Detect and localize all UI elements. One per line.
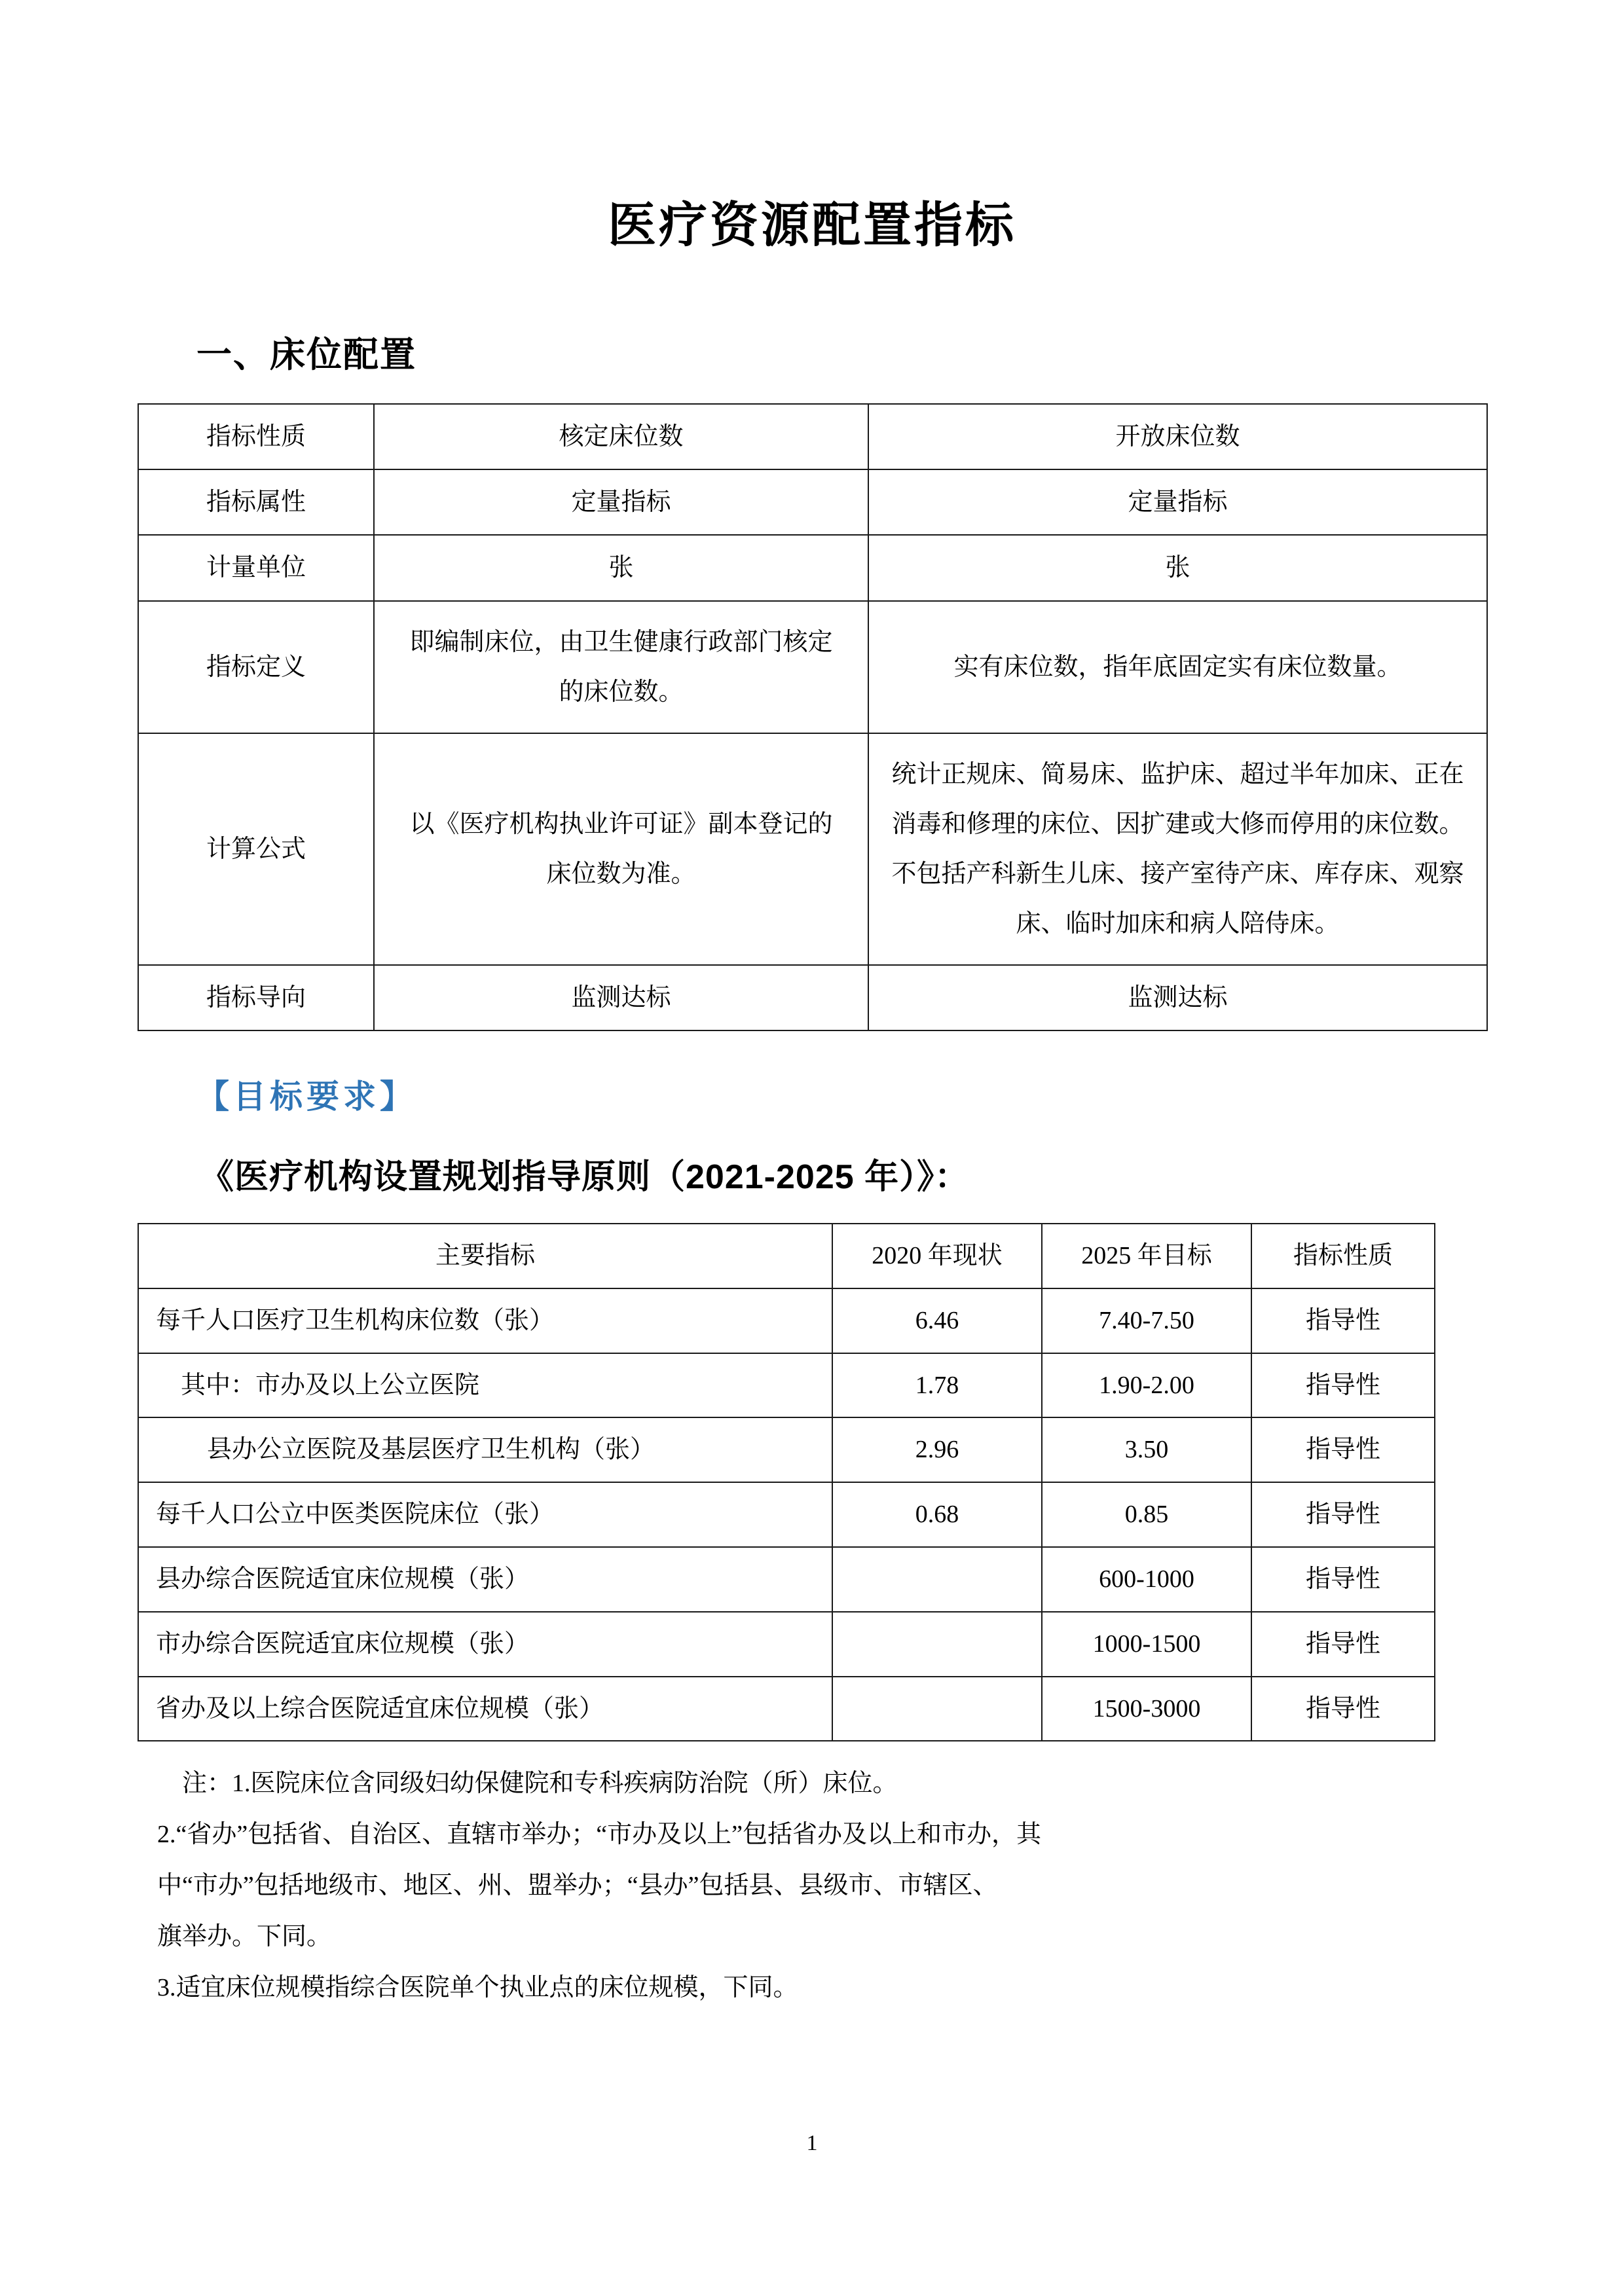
row-label-formula: 计算公式 xyxy=(138,733,374,965)
cell-target-2025: 600-1000 xyxy=(1042,1547,1251,1612)
row-label-unit: 计量单位 xyxy=(138,535,374,600)
cell-indicator: 每千人口公立中医类医院床位（张） xyxy=(138,1482,832,1547)
cell-approved-definition: 即编制床位，由卫生健康行政部门核定的床位数。 xyxy=(374,601,868,733)
note-line: 2.“省办”包括省、自治区、直辖市举办；“市办及以上”包括省办及以上和市办，其 xyxy=(157,1821,1041,1849)
note-line: 注：1.医院床位含同级妇幼保健院和专科疾病防治院（所）床位。 xyxy=(157,1770,898,1798)
cell-target-2025: 1500-3000 xyxy=(1042,1677,1251,1741)
note-line: 中“市办”包括地级市、地区、州、盟举办；“县办”包括县、县级市、市辖区、 xyxy=(157,1872,998,1900)
cell-nature: 指导性 xyxy=(1251,1482,1435,1547)
cell-open-definition: 实有床位数，指年底固定实有床位数量。 xyxy=(868,601,1487,733)
cell-nature: 指导性 xyxy=(1251,1612,1435,1677)
section-heading-bed-config: 一、床位配置 xyxy=(196,335,416,374)
goal-requirement-heading: 【目标要求】 xyxy=(196,1078,416,1115)
cell-current-2020: 0.68 xyxy=(832,1482,1042,1547)
table-row xyxy=(138,1417,1435,1482)
cell-approved-beds-header: 核定床位数 xyxy=(374,404,868,469)
cell-target-2025: 1.90-2.00 xyxy=(1042,1353,1251,1418)
table-row xyxy=(138,733,1487,965)
cell-open-orientation: 监测达标 xyxy=(868,965,1487,1030)
table-notes xyxy=(0,1741,1244,2013)
note-line: 旗举办。下同。 xyxy=(157,1923,332,1951)
table-row xyxy=(138,1547,1435,1612)
cell-target-2025: 1000-1500 xyxy=(1042,1612,1251,1677)
bed-config-table xyxy=(138,403,1488,1031)
cell-open-attribute: 定量指标 xyxy=(868,469,1487,535)
cell-indicator: 市办综合医院适宜床位规模（张） xyxy=(138,1612,832,1677)
cell-target-2025: 7.40-7.50 xyxy=(1042,1288,1251,1353)
cell-approved-unit: 张 xyxy=(374,535,868,600)
page-title: 医疗资源配置指标 xyxy=(608,198,1016,252)
row-label-orientation: 指标导向 xyxy=(138,965,374,1030)
table-row xyxy=(138,1353,1435,1418)
table-row xyxy=(138,601,1487,733)
row-label-indicator-attribute: 指标属性 xyxy=(138,469,374,535)
table-row xyxy=(138,535,1487,600)
table-row xyxy=(138,469,1487,535)
table-row xyxy=(138,1612,1435,1677)
cell-indicator: 每千人口医疗卫生机构床位数（张） xyxy=(138,1288,832,1353)
table-row xyxy=(138,1288,1435,1353)
cell-open-unit: 张 xyxy=(868,535,1487,600)
row-label-indicator-nature: 指标性质 xyxy=(138,404,374,469)
cell-indicator: 省办及以上综合医院适宜床位规模（张） xyxy=(138,1677,832,1741)
table-row xyxy=(138,1482,1435,1547)
table-row xyxy=(138,1677,1435,1741)
column-header-current-2020: 2020 年现状 xyxy=(832,1224,1042,1288)
cell-current-2020: 2.96 xyxy=(832,1417,1042,1482)
plan-document-title: 《医疗机构设置规划指导原则（2021-2025 年）》： xyxy=(200,1157,970,1196)
cell-indicator: 其中：市办及以上公立医院 xyxy=(138,1353,832,1418)
column-header-indicator-nature: 指标性质 xyxy=(1251,1224,1435,1288)
cell-current-2020 xyxy=(832,1612,1042,1677)
cell-indicator: 县办综合医院适宜床位规模（张） xyxy=(138,1547,832,1612)
bed-config-table-wrapper xyxy=(0,403,1624,1031)
cell-open-beds-header: 开放床位数 xyxy=(868,404,1487,469)
cell-approved-attribute: 定量指标 xyxy=(374,469,868,535)
cell-open-formula: 统计正规床、简易床、监护床、超过半年加床、正在消毒和修理的床位、因扩建或大修而停用的床位数。不包括产科新生儿床、接产室待产床、库存床、观察床、临时加床和病人陪侍床。 xyxy=(868,733,1487,965)
page-number: 1 xyxy=(806,2131,818,2155)
cell-target-2025: 3.50 xyxy=(1042,1417,1251,1482)
targets-table xyxy=(138,1223,1435,1741)
cell-current-2020: 6.46 xyxy=(832,1288,1042,1353)
column-header-main-indicator: 主要指标 xyxy=(138,1224,832,1288)
targets-table-wrapper xyxy=(0,1223,1624,1741)
table-row xyxy=(138,404,1487,469)
cell-target-2025: 0.85 xyxy=(1042,1482,1251,1547)
cell-nature: 指导性 xyxy=(1251,1417,1435,1482)
cell-current-2020 xyxy=(832,1677,1042,1741)
cell-current-2020 xyxy=(832,1547,1042,1612)
table-row xyxy=(138,965,1487,1030)
cell-indicator: 县办公立医院及基层医疗卫生机构（张） xyxy=(138,1417,832,1482)
note-line: 3.适宜床位规模指综合医院单个执业点的床位规模，下同。 xyxy=(157,1973,798,2001)
cell-nature: 指导性 xyxy=(1251,1677,1435,1741)
cell-nature: 指导性 xyxy=(1251,1353,1435,1418)
cell-nature: 指导性 xyxy=(1251,1288,1435,1353)
column-header-target-2025: 2025 年目标 xyxy=(1042,1224,1251,1288)
table-header-row xyxy=(138,1224,1435,1288)
row-label-definition: 指标定义 xyxy=(138,601,374,733)
cell-approved-formula: 以《医疗机构执业许可证》副本登记的床位数为准。 xyxy=(374,733,868,965)
cell-current-2020: 1.78 xyxy=(832,1353,1042,1418)
cell-nature: 指导性 xyxy=(1251,1547,1435,1612)
cell-approved-orientation: 监测达标 xyxy=(374,965,868,1030)
